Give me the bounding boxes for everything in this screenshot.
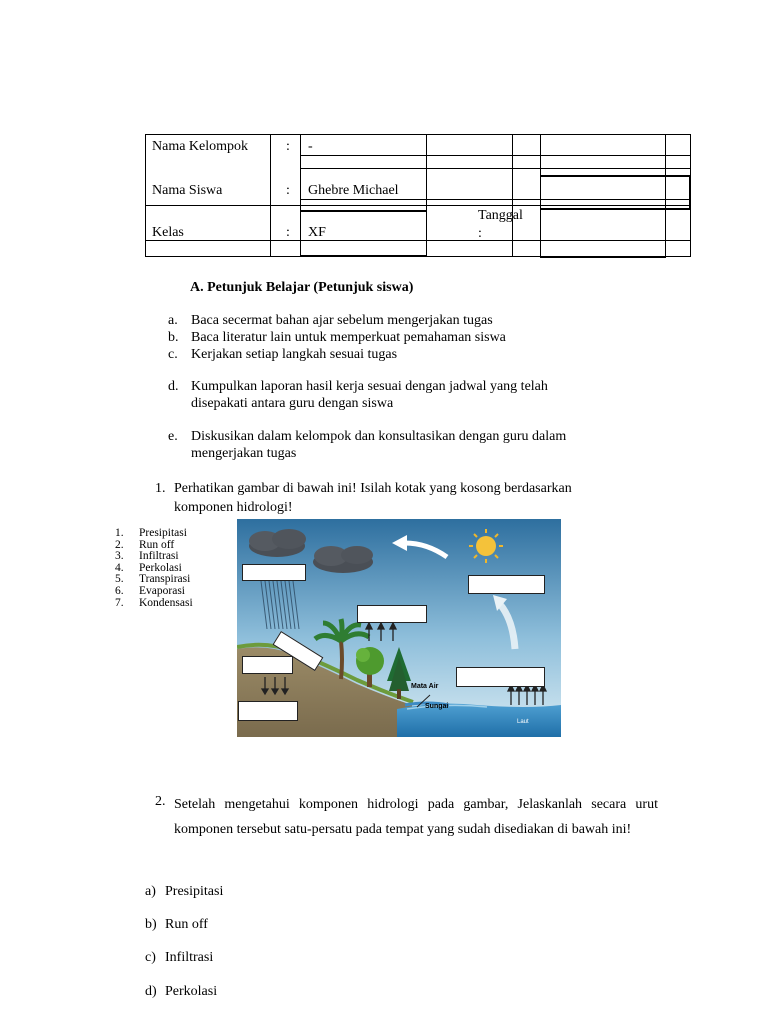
- nama-siswa-value[interactable]: Ghebre Michael: [308, 183, 399, 198]
- answer-marker: a): [145, 884, 156, 899]
- label-laut: Laut: [517, 719, 529, 725]
- answer-box-infiltrasi[interactable]: [242, 656, 293, 674]
- kelas-value[interactable]: XF: [308, 225, 326, 240]
- question-2-number: 2.: [155, 794, 166, 809]
- answer-marker: b): [145, 917, 157, 932]
- answer-box-transpirasi[interactable]: [357, 605, 427, 623]
- question-2-text: Setelah mengetahui komponen hidrologi pada gambar, Jelaskanlah secara urut komponen tersebut satu-persatu pada tempat yang sudah disediakan di bawah ini!: [174, 797, 658, 837]
- instruction-marker: c.: [168, 347, 178, 362]
- answer-box-presipitasi[interactable]: [242, 564, 306, 581]
- legend-label: Infiltrasi: [139, 550, 179, 563]
- legend-number: 3.: [115, 550, 124, 563]
- legend-number: 4.: [115, 561, 124, 574]
- answer-box-kondensasi[interactable]: [468, 575, 545, 594]
- instruction-text: Baca literatur lain untuk memperkuat pemahaman siswa: [191, 330, 506, 345]
- legend-number: 5.: [115, 573, 124, 586]
- cloud-icon: [249, 529, 306, 557]
- nama-siswa-label: Nama Siswa: [152, 183, 223, 198]
- question-1-text-cont: komponen hidrologi!: [174, 500, 293, 515]
- instruction-marker: e.: [168, 429, 178, 444]
- instruction-text: Diskusikan dalam kelompok dan konsultasikan dengan guru dalam: [191, 429, 567, 444]
- legend-number: 1.: [115, 527, 124, 539]
- legend-number: 6.: [115, 585, 124, 597]
- instruction-marker: a.: [168, 313, 178, 328]
- cloud-icon: [313, 546, 373, 573]
- answer-label: Perkolasi: [165, 984, 218, 999]
- answer-marker: c): [145, 950, 156, 965]
- instruction-marker: d.: [168, 379, 179, 394]
- label-sungai: Sungai: [425, 703, 449, 710]
- kelas-label: Kelas: [152, 225, 184, 240]
- legend-label: Presipitasi: [139, 527, 187, 539]
- instruction-text: Kumpulkan laporan hasil kerja sesuai dengan jadwal yang telah: [191, 379, 548, 394]
- legend-label: Perkolasi: [139, 561, 182, 574]
- instruction-text: Kerjakan setiap langkah sesuai tugas: [191, 347, 398, 362]
- nama-kelompok-colon: :: [286, 139, 290, 154]
- legend-label: Evaporasi: [139, 585, 185, 597]
- instruction-marker: b.: [168, 330, 179, 345]
- instruction-text-cont: mengerjakan tugas: [191, 446, 297, 461]
- legend-number: 2.: [115, 538, 124, 551]
- question-1-number: 1.: [155, 481, 166, 496]
- answer-label: Run off: [165, 917, 208, 932]
- question-1-text: Perhatikan gambar di bawah ini! Isilah kotak yang kosong berdasarkan: [174, 481, 572, 496]
- nama-siswa-colon: :: [286, 183, 290, 198]
- answer-label: Infiltrasi: [165, 950, 214, 965]
- legend-number: 7.: [115, 596, 124, 609]
- legend-label: Transpirasi: [139, 573, 191, 586]
- answer-box-perkolasi[interactable]: [238, 701, 298, 721]
- answer-marker: d): [145, 984, 157, 999]
- legend-label: Kondensasi: [139, 596, 193, 609]
- instruction-text-cont: disepakati antara guru dengan siswa: [191, 396, 394, 411]
- kelas-colon: :: [286, 225, 290, 240]
- tanggal-colon: :: [478, 226, 482, 241]
- answer-box-evaporasi[interactable]: [456, 667, 545, 687]
- nama-kelompok-label: Nama Kelompok: [152, 139, 249, 154]
- section-a-heading: A. Petunjuk Belajar (Petunjuk siswa): [190, 280, 414, 295]
- answer-label: Presipitasi: [165, 884, 224, 899]
- instruction-text: Baca secermat bahan ajar sebelum mengerjakan tugas: [191, 313, 493, 328]
- nama-kelompok-value[interactable]: -: [308, 139, 313, 154]
- hydrology-cycle-diagram: [237, 519, 561, 737]
- label-mata-air: Mata Air: [411, 683, 439, 690]
- hydrology-legend: [115, 528, 225, 612]
- legend-label: Run off: [139, 538, 175, 551]
- tanggal-label: Tanggal: [478, 208, 523, 223]
